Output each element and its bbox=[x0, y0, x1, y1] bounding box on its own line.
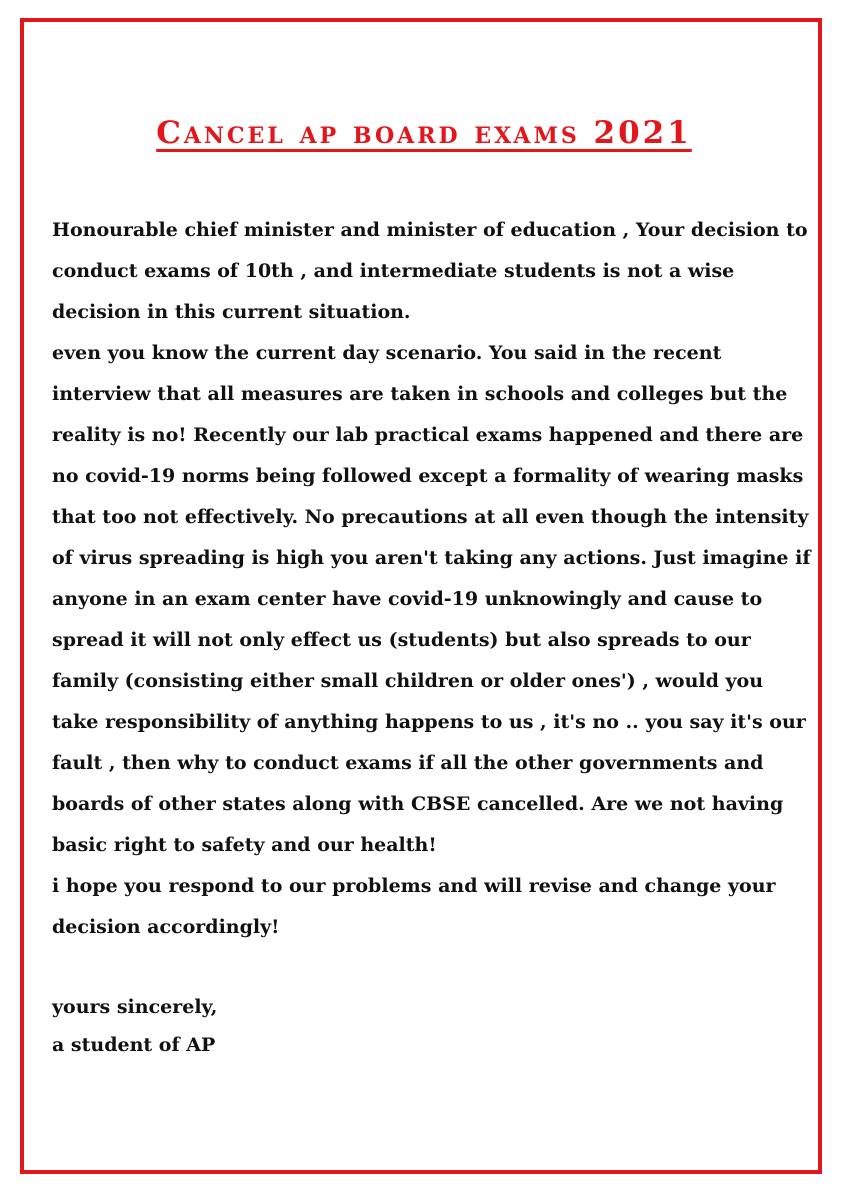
letter-body bbox=[52, 210, 812, 948]
page-title: Cancel ap board exams 2021 bbox=[156, 114, 692, 151]
letter-paragraph-2: even you know the current day scenario. You said in the recent interview that all measures are taken in schools and colleges but the reality is no! Recently our lab practical exams happened and there are no covid-19 norms being followed except a formality of wearing masks that too not effectively. No precautions at all even though the intensity of virus spreading is high you aren't taking any actions. Just imagine if anyone in an exam center have covid-19 unknowingly and cause to spread it will not only effect us (students) but also spreads to our family (consisting either small children or older ones') , would you take responsibility of anything happens to us , it's no .. you say it's our fault , then why to conduct exams if all the other governments and boards of other states along with CBSE cancelled. Are we not having basic right to safety and our health! bbox=[52, 342, 811, 856]
closing-signature: a student of AP bbox=[52, 1034, 216, 1056]
letter-paragraph-3: i hope you respond to our problems and will revise and change your decision accordingly! bbox=[52, 875, 776, 938]
letter-closing bbox=[52, 988, 217, 1064]
letter-paragraph-1: Honourable chief minister and minister of education , Your decision to conduct exams of 10th , and intermediate students is not a wise decision in this current situation. bbox=[52, 219, 808, 323]
closing-salutation: yours sincerely, bbox=[52, 996, 218, 1018]
